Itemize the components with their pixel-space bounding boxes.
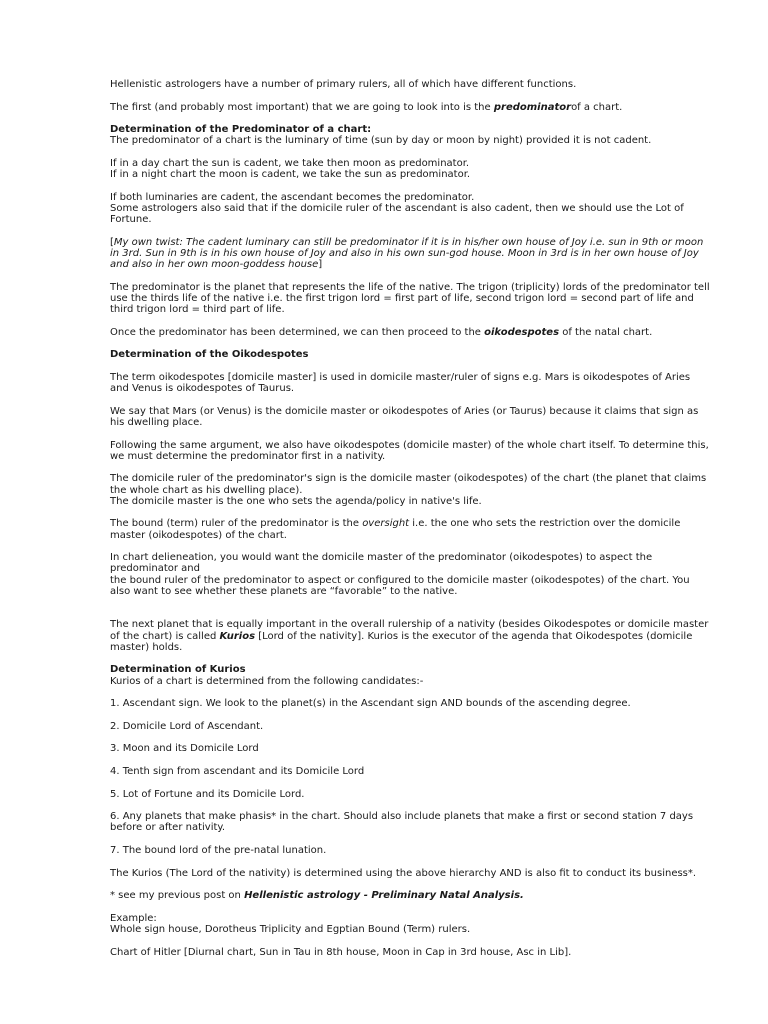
predominator-life-paragraph: The predominator is the planet that represents the life of the native. The trigon (triplicity) lords of the predominator tell use the thirds life of the native i.e. the first trigon lord = first part of life, second trigon lord = second part of life and third trigon lord = third part of life.: [110, 281, 710, 316]
once-text-a: Once the predominator has been determined, we can then proceed to the: [110, 326, 485, 338]
kurios-intro: Kurios of a chart is determined from the following candidates:-: [110, 675, 424, 687]
twist-open-bracket: [: [110, 236, 114, 248]
list-item: 2. Domicile Lord of Ascendant.: [110, 720, 264, 732]
cadent-paragraph: [110, 158, 710, 180]
term-oikodespotes-paragraph: The term oikodespotes [domicile master] is used in domicile master/ruler of signs e.g. Mars is oikodespotes of Aries and Venus is oikodespotes of Taurus.: [110, 371, 691, 395]
see-text: * see my previous post on: [110, 890, 245, 902]
first-text-a: The first (and probably most important) that we are going to look into is the: [110, 101, 494, 113]
list-item: 3. Moon and its Domicile Lord: [110, 743, 259, 755]
kurios-hierarchy-paragraph: The Kurios (The Lord of the nativity) is determined using the above hierarchy AND is also fit to conduct its business*.: [110, 867, 697, 879]
predominator-term: predominator: [493, 101, 572, 113]
both-cadent-paragraph: [110, 192, 710, 226]
night-cadent-line: If in a night chart the moon is cadent, we take the sun as predominator.: [110, 169, 471, 181]
bound-paragraph: [110, 518, 710, 540]
delineation-line-2: the bound ruler of the predominator to aspect or configured to the domicile master (oikodespotes) of the chart. You also want to see whether these planets are “favorable” to the native.: [110, 574, 690, 597]
following-paragraph: Following the same argument, we also have oikodespotes (domicile master) of the whole chart itself. To determine this, we must determine the predominator first in a nativity.: [110, 439, 709, 462]
oversight-term: oversight: [362, 518, 410, 530]
first-text-b: of a chart.: [571, 101, 623, 113]
see-previous-post[interactable]: [110, 890, 710, 901]
mars-venus-paragraph: We say that Mars (or Venus) is the domicile master or oikodespotes of Aries (or Taurus) because it claims that sign as his dwelling place.: [110, 405, 699, 428]
delineation-line-1: In chart delieneation, you would want the domicile master of the predominator (oikodespotes) to aspect the predominator and: [110, 552, 653, 575]
domicile-master-text: The domicile master is the one who sets the agenda/policy in native's life.: [110, 495, 482, 507]
first-paragraph: [110, 102, 710, 113]
bound-text-b: i.e. the one who sets the restriction over the domicile master (oikodespotes) of the chart.: [110, 518, 681, 541]
list-item: 6. Any planets that make phasis* in the chart. Should also include planets that make a first or second station 7 days before or after nativity.: [110, 811, 694, 834]
twist-text: My own twist: The cadent luminary can still be predominator if it is in his/her own house of Joy i.e. sun in 9th or moon in 3rd. Sun in 9th is in his own house of Joy and also in his own sun-god house. Moon in 3rd is in her own house of Joy and also in her own moon-goddess house: [110, 236, 704, 271]
list-item: 1. Ascendant sign. We look to the planet(s) in the Ascendant sign AND bounds of the ascending degree.: [110, 698, 631, 710]
intro-paragraph: Hellenistic astrologers have a number of primary rulers, all of which have different functions.: [110, 79, 577, 90]
list-item: 7. The bound lord of the pre-natal lunation.: [110, 844, 327, 856]
once-text-b: of the natal chart.: [559, 326, 653, 338]
some-astrologers-line: Some astrologers also said that if the domicile ruler of the ascendant is also cadent, then we should use the Lot of Fortune.: [110, 202, 684, 226]
whole-sign-text: Whole sign house, Dorotheus Triplicity and Egptian Bound (Term) rulers.: [110, 923, 471, 935]
example-paragraph: [110, 913, 710, 935]
kurios-term: Kurios: [219, 630, 256, 642]
once-paragraph: [110, 327, 710, 338]
previous-post-link[interactable]: Hellenistic astrology - Preliminary Natal Analysis.: [244, 890, 524, 902]
domicile-ruler-text: The domicile ruler of the predominator's sign is the domicile master (oikodespotes) of the chart (the planet that claims the whole chart as his dwelling place).: [110, 473, 707, 496]
list-item: 5. Lot of Fortune and its Domicile Lord.: [110, 788, 305, 800]
domicile-ruler-paragraph: [110, 473, 710, 507]
kurios-heading: Determination of Kurios: [110, 664, 246, 676]
hitler-chart-paragraph: Chart of Hitler [Diurnal chart, Sun in Tau in 8th house, Moon in Cap in 3rd house, Asc in Lib].: [110, 946, 572, 958]
list-item: 4. Tenth sign from ascendant and its Domicile Lord: [110, 765, 365, 777]
predominator-heading: Determination of the Predominator of a chart:: [110, 124, 372, 136]
twist-paragraph: [110, 237, 710, 271]
predominator-section: [110, 124, 710, 146]
oikodespotes-heading: Determination of the Oikodespotes: [110, 349, 309, 361]
document-body: [110, 79, 710, 969]
next-planet-paragraph: [110, 619, 710, 653]
bound-text-a: The bound (term) ruler of the predominator is the: [110, 518, 363, 530]
twist-close-bracket: ]: [318, 259, 323, 271]
spacer: [110, 608, 710, 619]
kurios-section: [110, 664, 710, 686]
oikodespotes-term: oikodespotes: [484, 326, 560, 338]
delineation-paragraph: [110, 552, 710, 597]
day-cadent-line: If in a day chart the sun is cadent, we take then moon as predominator.: [110, 157, 470, 169]
next-text-b: [Lord of the nativity]. Kurios is the executor of the agenda that Oikodespotes (domicile master) holds.: [110, 630, 693, 653]
predominator-definition: The predominator of a chart is the luminary of time (sun by day or moon by night) provided it is not cadent.: [110, 135, 652, 147]
next-text-a: The next planet that is equally important in the overall rulership of a nativity (besides Oikodespotes or domicile master of the chart) is called: [110, 619, 709, 642]
example-label: Example:: [110, 912, 157, 924]
both-cadent-line: If both luminaries are cadent, the ascendant becomes the predominator.: [110, 191, 475, 203]
